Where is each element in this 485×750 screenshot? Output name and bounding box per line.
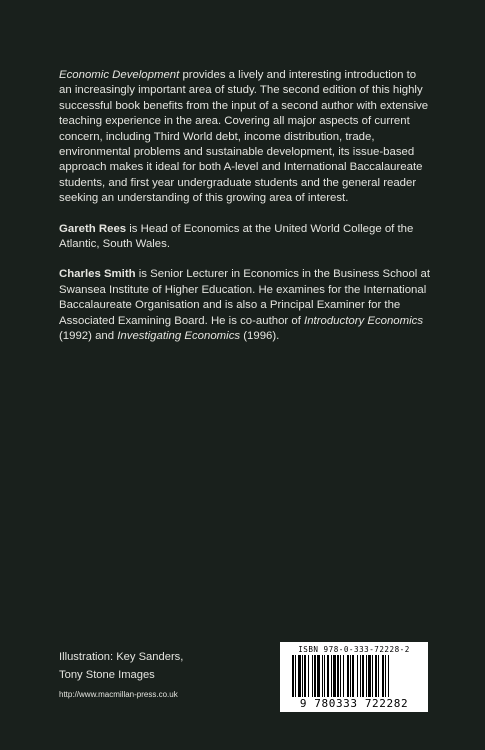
book-title: Economic Development	[59, 69, 180, 81]
book-title-investigating: Investigating Economics	[117, 330, 241, 343]
barcode-bar	[331, 655, 332, 697]
barcode-bar	[327, 655, 329, 697]
author-name-smith: Charles Smith	[59, 268, 136, 281]
barcode-bar	[292, 655, 294, 697]
barcode-bar	[322, 655, 323, 697]
isbn-label: ISBN 978-0-333-72228-2	[298, 645, 410, 654]
illustration-credit	[59, 648, 183, 684]
author-bio-rees	[59, 222, 431, 253]
barcode-bar	[375, 655, 377, 697]
barcode-bar	[337, 655, 339, 697]
author-bio-rees-text: is Head of Economics at the United World College of the Atlantic, South Wales.	[59, 222, 414, 251]
isbn-barcode	[280, 642, 428, 712]
barcode-bar	[372, 655, 373, 697]
barcode-bar	[362, 655, 364, 697]
barcode-bar	[385, 655, 386, 697]
publisher-url: http://www.macmillan-press.co.uk	[59, 690, 178, 699]
barcode-bar	[378, 655, 379, 697]
barcode-bar	[350, 655, 351, 697]
barcode-bar	[308, 655, 309, 697]
barcode-bar	[343, 655, 344, 697]
book-year-2: (1996).	[240, 330, 280, 343]
barcode-bar	[347, 655, 349, 697]
barcode-bar	[324, 655, 325, 697]
barcode-bar	[298, 655, 301, 697]
barcode-bar	[340, 655, 341, 697]
credit-line-2: Tony Stone Images	[59, 669, 155, 681]
barcode-bars	[292, 655, 416, 697]
barcode-bar	[312, 655, 313, 697]
credit-line-1: Illustration: Key Sanders,	[59, 651, 184, 663]
barcode-bar	[314, 655, 316, 697]
barcode-bar	[388, 655, 389, 697]
author-name-rees: Gareth Rees	[59, 222, 127, 235]
barcode-bar	[360, 655, 361, 697]
barcode-bar	[366, 655, 367, 697]
barcode-bar	[302, 655, 303, 697]
barcode-bar	[295, 655, 296, 697]
barcode-bar	[333, 655, 336, 697]
barcode-bar	[352, 655, 354, 697]
barcode-digits: 9 780333 722282	[299, 697, 409, 710]
author-bio-smith-text: is Senior Lecturer in Economics in the Business School at Swansea Institute of Higher Education. He examines for the International Baccalaureate Organisation and is also a Principal Examiner for the Associated Examining Board. He is co-author of	[59, 268, 430, 327]
barcode-bar	[382, 655, 384, 697]
book-title-introductory: Introductory Economics	[304, 314, 424, 327]
description-text: provides a lively and interesting introduction to an increasingly important area of study. The second edition of this highly successful book benefits from the input of a second author with extensive teaching experience in the area. Covering all major aspects of current concern, including Third World debt, income distribution, trade, environmental problems and sustainable development, its issue-based approach makes it ideal for both A-level and International Baccalaureate students, and first year undergraduate students and the general reader seeking an understanding of this growing area of interest.	[59, 69, 429, 205]
barcode-bar	[368, 655, 371, 697]
barcode-bar	[317, 655, 320, 697]
description-paragraph	[59, 68, 431, 207]
barcode-bar	[357, 655, 358, 697]
barcode-bar	[304, 655, 306, 697]
back-cover-blurb	[59, 68, 431, 360]
author-bio-smith	[59, 267, 431, 344]
book-year-1: (1992) and	[59, 330, 118, 343]
